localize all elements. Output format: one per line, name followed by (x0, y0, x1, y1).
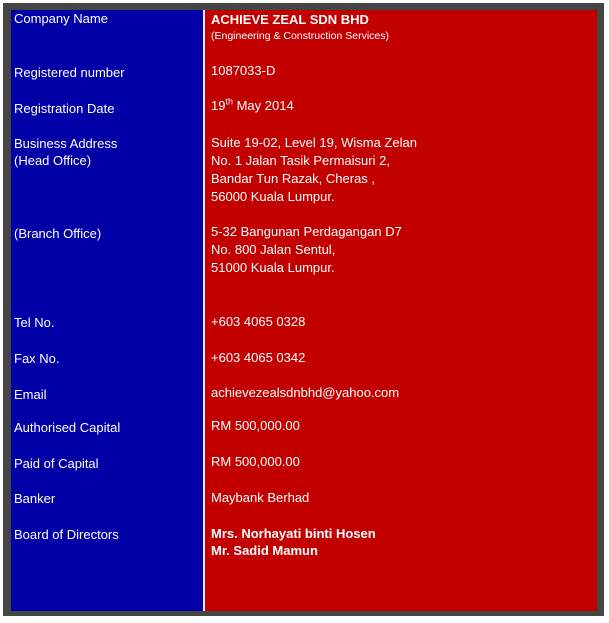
head-office-line-1: Suite 19-02, Level 19, Wisma Zelan (211, 135, 417, 150)
head-office-line-2: No. 1 Jalan Tasik Permaisuri 2, (211, 153, 390, 168)
label-banker: Banker (14, 491, 56, 506)
label-authorised-capital: Authorised Capital (14, 420, 121, 435)
registered-number: 1087033-D (211, 63, 276, 78)
branch-office-line-1: 5-32 Bangunan Perdagangan D7 (211, 224, 402, 239)
branch-office-line-3: 51000 Kuala Lumpur. (211, 260, 335, 275)
registration-day: 19 (211, 98, 226, 113)
registration-date (211, 97, 294, 114)
email-address: achievezealsdnbhd@yahoo.com (211, 385, 400, 400)
label-head-office: (Head Office) (14, 153, 92, 168)
banker: Maybank Berhad (211, 490, 310, 505)
label-business-address: Business Address (14, 136, 118, 151)
registration-month-year: May 2014 (232, 98, 294, 113)
label-email: Email (14, 387, 47, 402)
company-name: ACHIEVE ZEAL SDN BHD (211, 12, 369, 27)
company-subtitle: (Engineering & Construction Services) (211, 30, 389, 42)
label-branch-office: (Branch Office) (14, 226, 102, 241)
label-registered-number: Registered number (14, 65, 125, 80)
director-1: Mrs. Norhayati binti Hosen (211, 526, 376, 541)
authorised-capital: RM 500,000.00 (211, 418, 300, 433)
label-fax: Fax No. (14, 351, 60, 366)
label-company-name: Company Name (14, 11, 108, 26)
paid-capital: RM 500,000.00 (211, 454, 300, 469)
fax-number: +603 4065 0342 (211, 350, 306, 365)
label-board-of-directors: Board of Directors (14, 527, 119, 542)
director-2: Mr. Sadid Mamun (211, 543, 318, 558)
head-office-line-3: Bandar Tun Razak, Cheras , (211, 171, 376, 186)
registration-day-suffix: th (225, 96, 233, 107)
head-office-line-4: 56000 Kuala Lumpur. (211, 189, 335, 204)
branch-office-line-2: No. 800 Jalan Sentul, (211, 242, 336, 257)
label-registration-date: Registration Date (14, 101, 115, 116)
label-tel: Tel No. (14, 315, 55, 330)
tel-number: +603 4065 0328 (211, 314, 306, 329)
label-paid-capital: Paid of Capital (14, 456, 99, 471)
